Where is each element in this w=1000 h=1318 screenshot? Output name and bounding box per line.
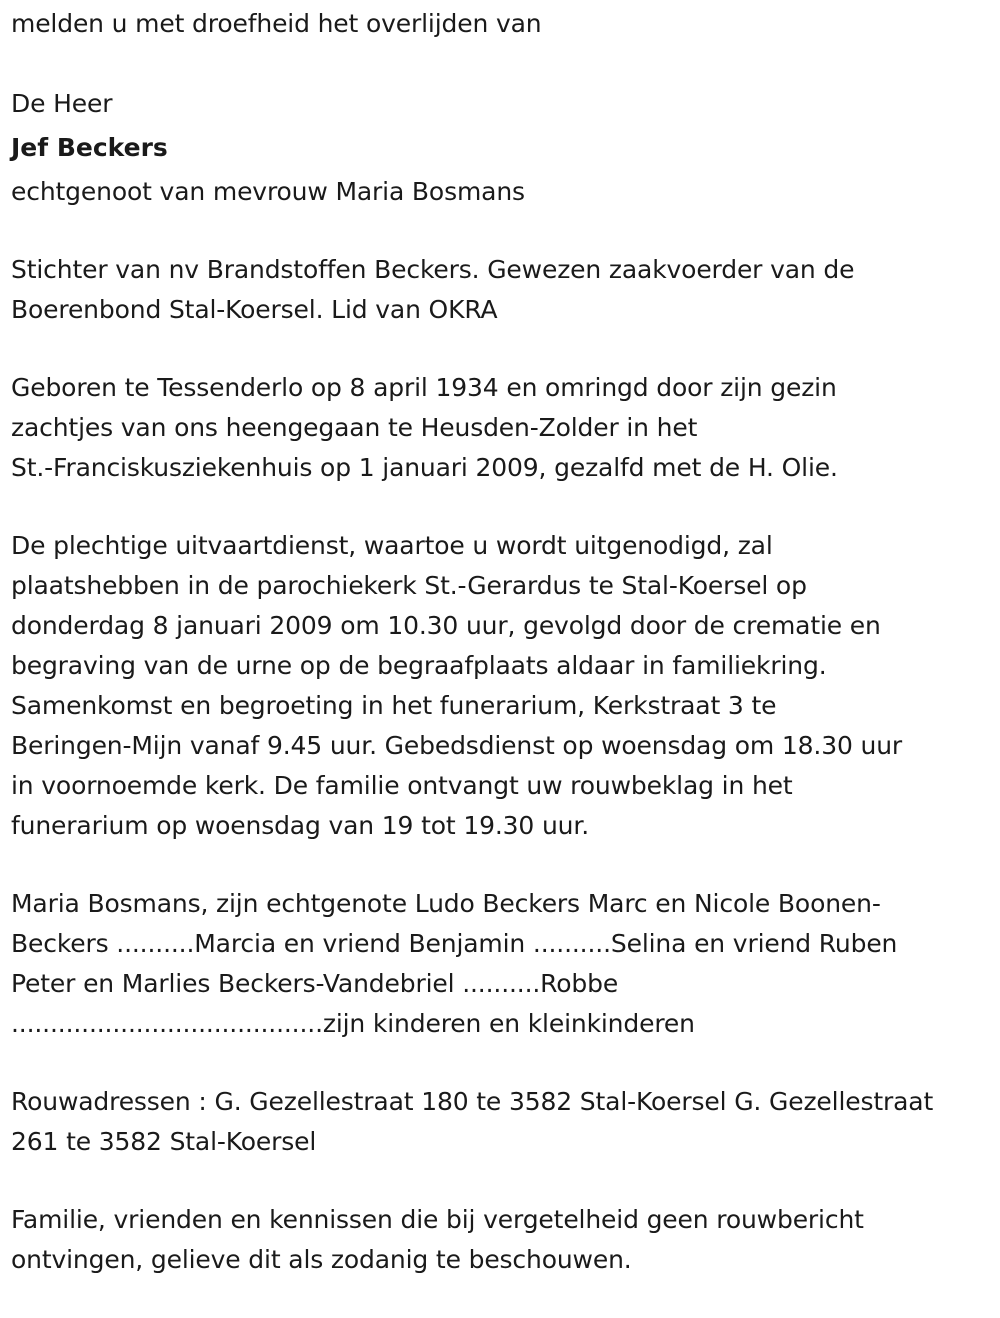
- paragraph-line: ........................................zijn kinderen en kleinkinderen: [11, 1009, 695, 1038]
- paragraph-line: donderdag 8 januari 2009 om 10.30 uur, gevolgd door de crematie en: [11, 611, 881, 640]
- paragraph-line: Samenkomst en begroeting in het funerarium, Kerkstraat 3 te: [11, 691, 777, 720]
- paragraph-line: Familie, vrienden en kennissen die bij vergetelheid geen rouwbericht: [11, 1205, 864, 1234]
- intro-text: melden u met droefheid het overlijden van: [11, 9, 542, 38]
- closing-paragraph: [11, 1200, 1000, 1280]
- paragraph-line: Geboren te Tessenderlo op 8 april 1934 en omringd door zijn gezin: [11, 373, 837, 402]
- birth-death-paragraph: [11, 368, 1000, 488]
- paragraph-line: Beckers ..........Marcia en vriend Benjamin ..........Selina en vriend Ruben: [11, 929, 898, 958]
- paragraph-line: zachtjes van ons heengegaan te Heusden-Zolder in het: [11, 413, 698, 442]
- paragraph-line: in voornoemde kerk. De familie ontvangt uw rouwbeklag in het: [11, 771, 793, 800]
- career-paragraph: [11, 250, 1000, 330]
- paragraph-line: 261 te 3582 Stal-Koersel: [11, 1127, 317, 1156]
- paragraph-line: De plechtige uitvaartdienst, waartoe u wordt uitgenodigd, zal: [11, 531, 773, 560]
- ceremony-paragraph: [11, 526, 1000, 846]
- paragraph-line: St.-Franciskusziekenhuis op 1 januari 2009, gezalfd met de H. Olie.: [11, 453, 838, 482]
- paragraph-line: Beringen-Mijn vanaf 9.45 uur. Gebedsdienst op woensdag om 18.30 uur: [11, 731, 903, 760]
- deceased-name: Jef Beckers: [11, 133, 168, 162]
- spouse-line: echtgenoot van mevrouw Maria Bosmans: [11, 177, 525, 206]
- family-paragraph: [11, 884, 1000, 1044]
- paragraph-line: begraving van de urne op de begraafplaats aldaar in familiekring.: [11, 651, 827, 680]
- paragraph-line: Stichter van nv Brandstoffen Beckers. Gewezen zaakvoerder van de: [11, 255, 855, 284]
- paragraph-line: plaatshebben in de parochiekerk St.-Gerardus te Stal-Koersel op: [11, 571, 807, 600]
- paragraph-line: Peter en Marlies Beckers-Vandebriel ..........Robbe: [11, 969, 619, 998]
- paragraph-line: Rouwadressen : G. Gezellestraat 180 te 3582 Stal-Koersel G. Gezellestraat: [11, 1087, 934, 1116]
- addresses-paragraph: [11, 1082, 1000, 1162]
- paragraph-line: ontvingen, gelieve dit als zodanig te beschouwen.: [11, 1245, 632, 1274]
- paragraph-line: funerarium op woensdag van 19 tot 19.30 uur.: [11, 811, 589, 840]
- paragraph-line: Boerenbond Stal-Koersel. Lid van OKRA: [11, 295, 498, 324]
- paragraph-line: Maria Bosmans, zijn echtgenote Ludo Beckers Marc en Nicole Boonen-: [11, 889, 881, 918]
- honorific-title: De Heer: [11, 89, 113, 118]
